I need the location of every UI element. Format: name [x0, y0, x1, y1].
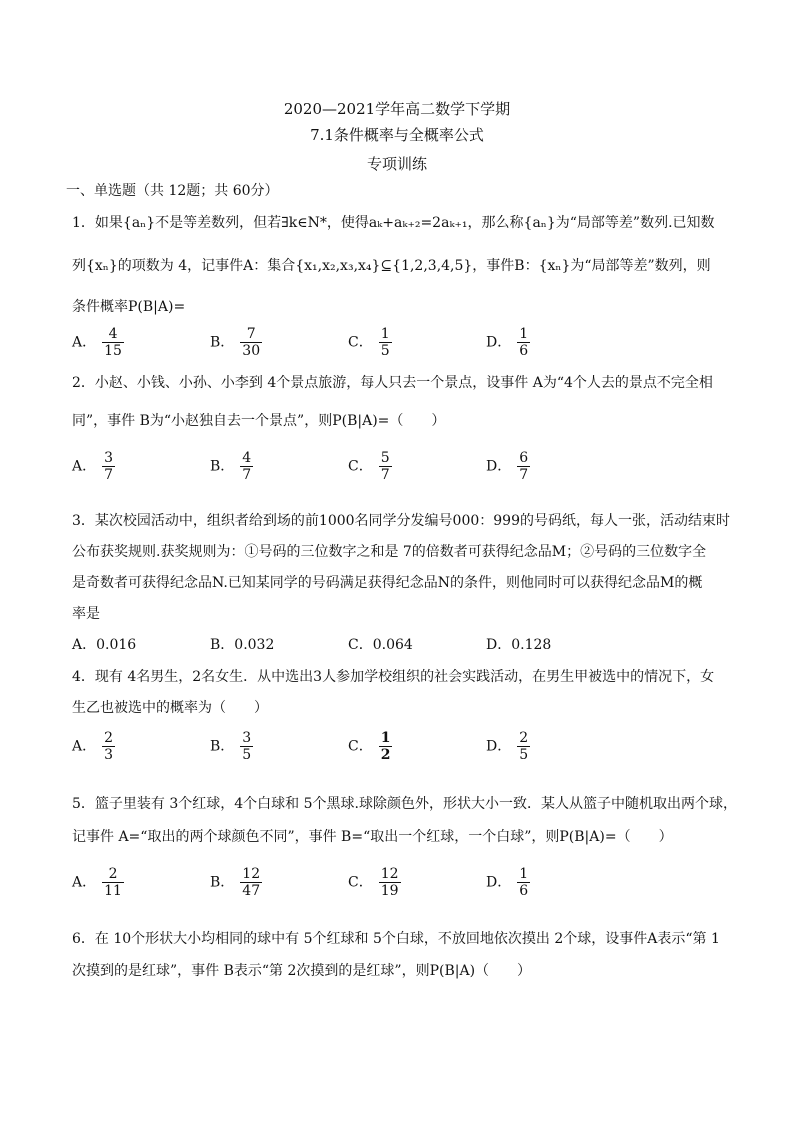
- q2-line2: 同”，事件 B为“小赵独自去一个景点”，则P(B|A)=（ ）: [72, 413, 446, 429]
- frac-den: 19: [380, 883, 399, 900]
- option-text: 0.128: [511, 637, 552, 653]
- q4-option-b: [210, 730, 253, 763]
- frac-den: 11: [104, 883, 122, 900]
- frac-den: 5: [380, 343, 390, 360]
- q1-line1: 1．如果{aₙ}不是等差数列，但若∃k∈N*，使得aₖ+aₖ₊₂=2aₖ₊₁，那么称{aₙ}为“局部等差”数列.已知数: [72, 215, 715, 231]
- option-label: A．: [72, 458, 97, 475]
- frac-num: 3: [104, 450, 114, 466]
- frac-den: 7: [380, 467, 390, 484]
- option-label: A．: [72, 738, 97, 755]
- frac-den: 3: [104, 747, 114, 764]
- option-label: C．: [348, 458, 373, 475]
- q5-line2: 记事件 A=“取出的两个球颜色不同”，事件 B=“取出一个红球，一个白球”，则P(B|A)=（ ）: [72, 829, 673, 845]
- q1-option-a: [72, 326, 124, 359]
- q4-option-c: [348, 730, 392, 763]
- frac-num: 12: [380, 866, 399, 882]
- q1-line3: 条件概率P(B|A)=: [72, 299, 186, 315]
- option-label: B．: [210, 874, 235, 891]
- option-text: 0.016: [96, 637, 137, 653]
- q5-option-d: [486, 866, 530, 899]
- frac-den: 30: [242, 343, 261, 360]
- option-text: 0.064: [372, 637, 413, 653]
- option-label: C．: [348, 874, 373, 891]
- frac-num: 2: [108, 866, 118, 882]
- frac-num: 1: [519, 326, 529, 342]
- frac-den: 5: [242, 747, 252, 764]
- option-label: A．: [72, 637, 97, 653]
- frac-num: 12: [242, 866, 261, 882]
- q3-option-c: [348, 634, 413, 654]
- frac-den: 6: [519, 883, 529, 900]
- q4-option-d: [486, 730, 530, 763]
- frac-den: 7: [104, 467, 114, 484]
- option-label: D．: [486, 458, 512, 475]
- q6-line1: 6．在 10个形状大小均相同的球中有 5个红球和 5个白球，不放回地依次摸出 2个球，设事件A表示“第 1: [72, 931, 720, 947]
- frac-num: 2: [519, 730, 529, 746]
- q3-line4: 率是: [72, 606, 100, 622]
- option-label: C．: [348, 334, 373, 351]
- q5-option-b: [210, 866, 262, 899]
- q4-line2: 生乙也被选中的概率为（ ）: [72, 700, 268, 716]
- option-label: D．: [486, 738, 512, 755]
- q5-line1: 5．篮子里装有 3个红球，4个白球和 5个黑球.球除颜色外，形状大小一致．某人从篮子中随机取出两个球，: [72, 796, 737, 812]
- paper-section-title: 专项训练: [366, 155, 427, 173]
- option-text: 0.032: [234, 637, 275, 653]
- frac-num: 2: [104, 730, 114, 746]
- option-label: D．: [486, 334, 512, 351]
- q4-line1: 4．现有 4名男生，2名女生．从中选出3人参加学校组织的社会实践活动，在男生甲被选中的情况下，女: [72, 669, 715, 685]
- q1-option-d: [486, 326, 530, 359]
- q2-line1: 2．小赵、小钱、小孙、小李到 4个景点旅游，每人只去一个景点，设事件 A为“4个人去的景点不完全相: [72, 375, 713, 391]
- q6-line2: 次摸到的是红球”，事件 B表示“第 2次摸到的是红球”，则P(B|A)（ ）: [72, 963, 532, 979]
- option-label: C．: [348, 637, 373, 653]
- frac-num: 1: [519, 866, 529, 882]
- frac-num: 1: [380, 730, 391, 746]
- q3-line3: 是奇数者可获得纪念品N.已知某同学的号码满足获得纪念品N的条件，则他同时可以获得纪念品M的概: [72, 575, 703, 591]
- paper-subtitle: 7.1条件概率与全概率公式: [310, 126, 484, 144]
- frac-den: 5: [519, 747, 529, 764]
- q3-line1: 3．某次校园活动中，组织者给到场的前1000名同学分发编号000：999的号码纸，每人一张，活动结束时: [72, 513, 730, 529]
- frac-num: 4: [108, 326, 118, 342]
- option-label: B．: [210, 637, 235, 653]
- q5-option-a: [72, 866, 124, 899]
- frac-num: 4: [242, 450, 252, 466]
- option-label: B．: [210, 738, 235, 755]
- section-heading: 一、单选题（共 12题；共 60分）: [66, 183, 279, 199]
- q2-option-d: [486, 450, 530, 483]
- q3-option-d: [486, 634, 551, 654]
- frac-den: 7: [519, 467, 529, 484]
- q3-option-a: [72, 634, 136, 654]
- q3-line2: 公布获奖规则.获奖规则为：①号码的三位数字之和是 7的倍数者可获得纪念品M；②号码的三位数字全: [72, 544, 707, 560]
- option-label: B．: [210, 458, 235, 475]
- frac-den: 15: [104, 343, 122, 360]
- q1-line2: 列{xₙ}的项数为 4，记事件A：集合{x₁,x₂,x₃,x₄}⊆{1,2,3,4,5}，事件B：{xₙ}为“局部等差”数列，则: [72, 258, 711, 274]
- option-label: B．: [210, 334, 235, 351]
- frac-num: 3: [242, 730, 252, 746]
- frac-den: 7: [242, 467, 252, 484]
- frac-num: 6: [519, 450, 529, 466]
- q4-option-a: [72, 730, 115, 763]
- q2-option-b: [210, 450, 253, 483]
- frac-num: 7: [246, 326, 256, 342]
- option-label: D．: [486, 874, 512, 891]
- q5-option-c: [348, 866, 401, 899]
- option-label: C．: [348, 738, 373, 755]
- option-label: A．: [72, 874, 97, 891]
- q3-option-b: [210, 634, 274, 654]
- frac-den: 47: [242, 883, 261, 900]
- option-label: A．: [72, 334, 97, 351]
- frac-den: 2: [380, 747, 391, 764]
- frac-num: 1: [380, 326, 390, 342]
- frac-den: 6: [519, 343, 529, 360]
- q2-option-c: [348, 450, 392, 483]
- q1-option-b: [210, 326, 262, 359]
- frac-num: 5: [380, 450, 390, 466]
- option-label: D．: [486, 637, 512, 653]
- q2-option-a: [72, 450, 115, 483]
- q1-option-c: [348, 326, 392, 359]
- paper-title: 2020—2021学年高二数学下学期: [283, 100, 511, 118]
